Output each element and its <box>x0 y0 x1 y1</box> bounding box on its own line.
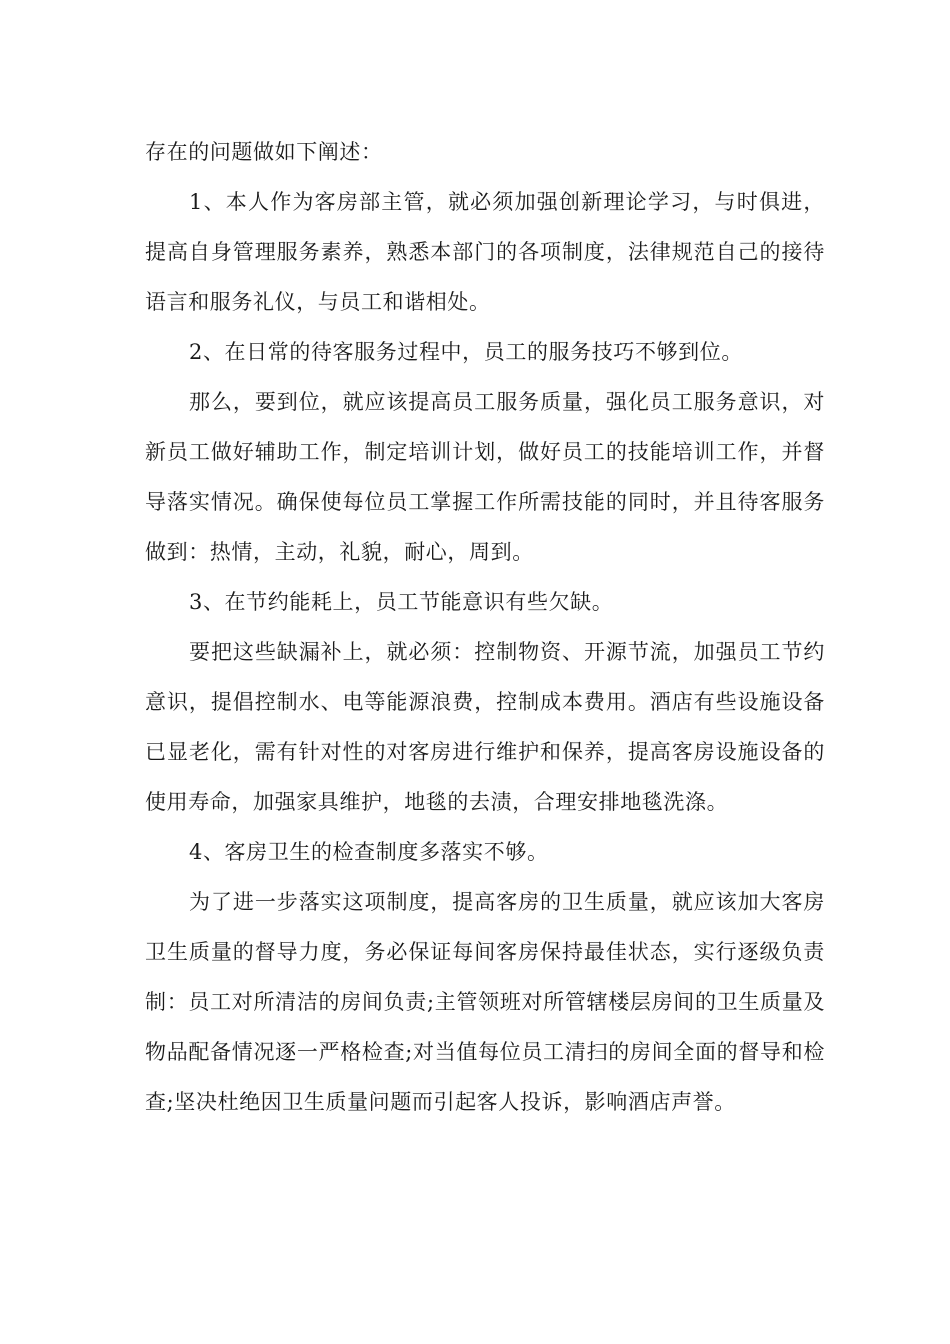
paragraph-item-3: 3、在节约能耗上，员工节能意识有些欠缺。 <box>189 590 614 614</box>
paragraph-item-1: 1、本人作为客房部主管，就必须加强创新理论学习，与时俱进，提高自身管理服务素养，熟悉本部门的各项制度，法律规范自己的接待语言和服务礼仪，与员工和谐相处。 <box>145 190 825 314</box>
paragraph-item-3-detail: 要把这些缺漏补上，就必须：控制物资、开源节流，加强员工节约意识，提倡控制水、电等能源浪费，控制成本费用。酒店有些设施设备已显老化，需有针对性的对客房进行维护和保养，提高客房设施设备的使用寿命，加强家具维护，地毯的去渍，合理安排地毯洗涤。 <box>145 640 825 814</box>
document-page <box>145 127 825 1127</box>
paragraph-intro: 存在的问题做如下阐述： <box>145 140 383 164</box>
paragraph-item-2-detail: 那么，要到位，就应该提高员工服务质量，强化员工服务意识，对新员工做好辅助工作，制定培训计划，做好员工的技能培训工作，并督导落实情况。确保使每位员工掌握工作所需技能的同时，并且待客服务做到：热情，主动，礼貌，耐心，周到。 <box>145 390 825 564</box>
paragraph-item-4-detail: 为了进一步落实这项制度，提高客房的卫生质量，就应该加大客房卫生质量的督导力度，务必保证每间客房保持最佳状态，实行逐级负责制：员工对所清洁的房间负责;主管领班对所管辖楼层房间的卫生质量及物品配备情况逐一严格检查;对当值每位员工清扫的房间全面的督导和检查;坚决杜绝因卫生质量问题而引起客人投诉，影响酒店声誉。 <box>145 890 825 1114</box>
paragraph-item-2: 2、在日常的待客服务过程中，员工的服务技巧不够到位。 <box>189 340 743 364</box>
paragraph-item-4: 4、客房卫生的检查制度多落实不够。 <box>189 840 549 864</box>
